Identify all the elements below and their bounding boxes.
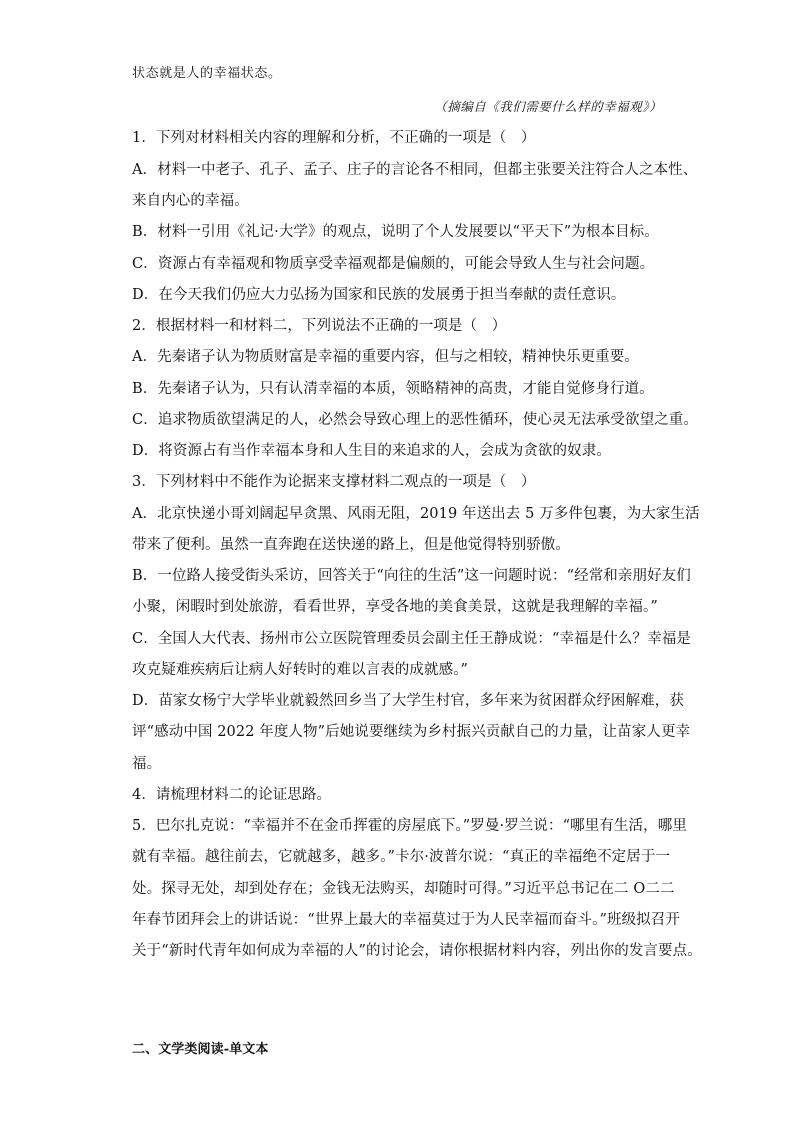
question-3-stem: 3．下列材料中不能作为论据来支撑材料二观点的一项是（ ） [132, 474, 536, 490]
question-3-option-a-cont: 带来了便利。虽然一直奔跑在送快递的路上，但是他觉得特别骄傲。 [132, 537, 570, 553]
question-3-option-d-end: 福。 [132, 756, 162, 772]
question-5-stem: 5．巴尔扎克说：“幸福并不在金币挥霍的房屋底下。”罗曼·罗兰说：“哪里有生活，哪里 [132, 818, 687, 834]
question-5-line-3: 处。探寻无处，却到处存在；金钱无法购买，却随时可得。”习近平总书记在二 O二二 [132, 881, 675, 897]
question-1-option-c: C．资源占有幸福观和物质享受幸福观都是偏颇的，可能会导致人生与社会问题。 [132, 256, 655, 272]
question-5-line-5: 关于“新时代青年如何成为幸福的人”的讨论会，请你根据材料内容，列出你的发言要点。 [132, 943, 702, 959]
question-3-option-a: A．北京快递小哥刘阔起早贪黑、风雨无阻，2019 年送出去 5 万多件包裹，为大家生活 [132, 506, 700, 522]
question-2-option-d: D．将资源占有当作幸福本身和人生目的来追求的人，会成为贪欲的奴隶。 [132, 443, 611, 459]
question-1-option-b: B．材料一引用《礼记·大学》的观点，说明了个人发展要以“平天下”为根本目标。 [132, 224, 659, 240]
question-5-line-4: 年春节团拜会上的讲话说：“世界上最大的幸福莫过于为人民幸福而奋斗。”班级拟召开 [132, 912, 680, 928]
question-3-option-c-cont: 攻克疑难疾病后让病人好转时的难以言表的成就感。” [132, 662, 469, 678]
question-2-stem: 2．根据材料一和材料二，下列说法不正确的一项是（ ） [132, 318, 507, 334]
question-3-option-c: C．全国人大代表、扬州市公立医院管理委员会副主任王静成说：“幸福是什么？幸福是 [132, 631, 691, 647]
question-4-stem: 4．请梳理材料二的论证思路。 [132, 787, 332, 803]
question-2-option-a: A．先秦诸子认为物质财富是幸福的重要内容，但与之相较，精神快乐更重要。 [132, 349, 639, 365]
question-1-option-d: D．在今天我们仍应大力弘扬为国家和民族的发展勇于担当奉献的责任意识。 [132, 287, 626, 303]
source-citation: （摘编自《我们需要什么样的幸福观》） [434, 99, 662, 114]
question-2-option-b: B．先秦诸子认为，只有认清幸福的本质，领略精神的高贵，才能自觉修身行道。 [132, 381, 654, 397]
question-1-option-a-cont: 来自内心的幸福。 [132, 193, 249, 209]
question-3-option-d: D．苗家女杨宁大学毕业就毅然回乡当了大学生村官，多年来为贫困群众纾困解难，获 [132, 693, 684, 709]
question-1-stem: 1．下列对材料相关内容的理解和分析，不正确的一项是（ ） [132, 130, 536, 146]
section-heading: 二、文学类阅读-单文本 [132, 1042, 269, 1057]
question-2-option-c: C．追求物质欲望满足的人，必然会导致心理上的恶性循环，使心灵无法承受欲望之重。 [132, 412, 698, 428]
paragraph-tail: 状态就是人的幸福状态。 [132, 66, 282, 81]
question-3-option-b-cont: 小聚，闲暇时到处旅游，看看世界，享受各地的美食美景，这就是我理解的幸福。” [132, 599, 658, 615]
question-3-option-d-cont: 评“感动中国 2022 年度人物”后她说要继续为乡村振兴贡献自己的力量，让苗家人更幸 [132, 724, 691, 740]
question-1-option-a: A．材料一中老子、孔子、孟子、庄子的言论各不相同，但都主张要关注符合人之本性、 [132, 162, 698, 178]
question-3-option-b: B．一位路人接受街头采访，回答关于“向往的生活”这一问题时说：“经常和亲朋好友们 [132, 568, 691, 584]
question-5-line-2: 就有幸福。越往前去，它就越多，越多。”卡尔·波普尔说：“真正的幸福绝不定居于一 [132, 849, 671, 865]
